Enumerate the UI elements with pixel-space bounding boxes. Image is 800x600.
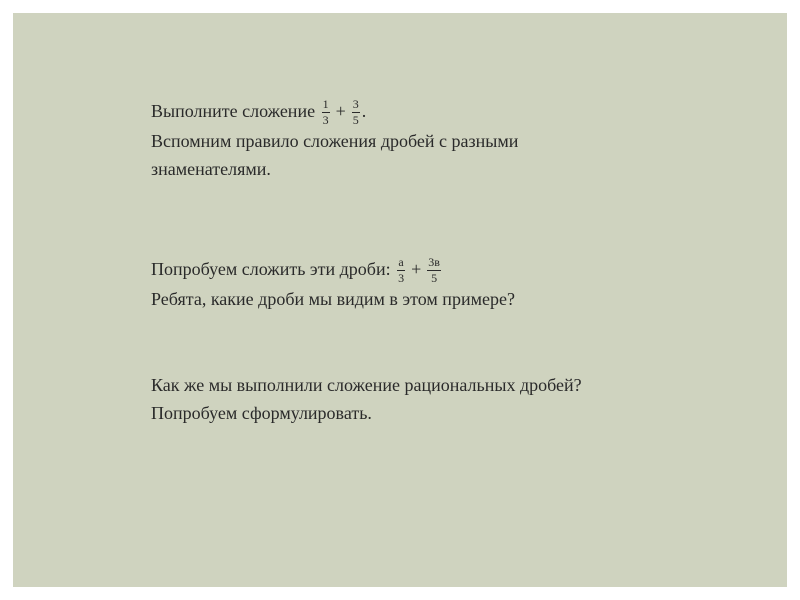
text-block-formulate bbox=[151, 371, 671, 427]
fraction-denominator: 3 bbox=[322, 113, 329, 128]
text-block-rational-fractions bbox=[151, 255, 671, 313]
fraction-numerator: 1 bbox=[322, 97, 329, 112]
fraction-one-third bbox=[322, 98, 330, 127]
fraction-three-fifths bbox=[352, 98, 360, 127]
fraction-denominator: 5 bbox=[431, 271, 438, 286]
fraction-numerator: 3 bbox=[352, 97, 359, 112]
fraction-numerator: 3в bbox=[428, 255, 440, 270]
plus-sign: + bbox=[335, 101, 346, 121]
slide-background bbox=[13, 13, 787, 587]
fraction-denominator: 5 bbox=[352, 113, 359, 128]
fraction-denominator: 3 bbox=[398, 271, 405, 286]
fraction-numerator: а bbox=[398, 255, 404, 270]
plus-sign: + bbox=[411, 259, 422, 279]
period: . bbox=[361, 101, 367, 121]
try-add-line bbox=[151, 255, 671, 285]
task-text: Выполните сложение bbox=[151, 101, 316, 121]
text-block-addition-task bbox=[151, 97, 671, 183]
rule-reminder-line: Вспомним правило сложения дробей с разными bbox=[151, 131, 519, 152]
try-add-text: Попробуем сложить эти дроби: bbox=[151, 259, 391, 279]
fraction-a-over-3 bbox=[397, 256, 405, 285]
question-how-line: Как же мы выполнили сложение рациональных дробей? bbox=[151, 375, 582, 395]
rule-reminder-line-cont: знаменателями. bbox=[151, 159, 271, 180]
fraction-3v-over-5 bbox=[427, 256, 441, 285]
question-line: Ребята, какие дроби мы видим в этом примере? bbox=[151, 289, 515, 310]
task-line bbox=[151, 97, 671, 127]
formulate-line: Попробуем сформулировать. bbox=[151, 403, 372, 423]
